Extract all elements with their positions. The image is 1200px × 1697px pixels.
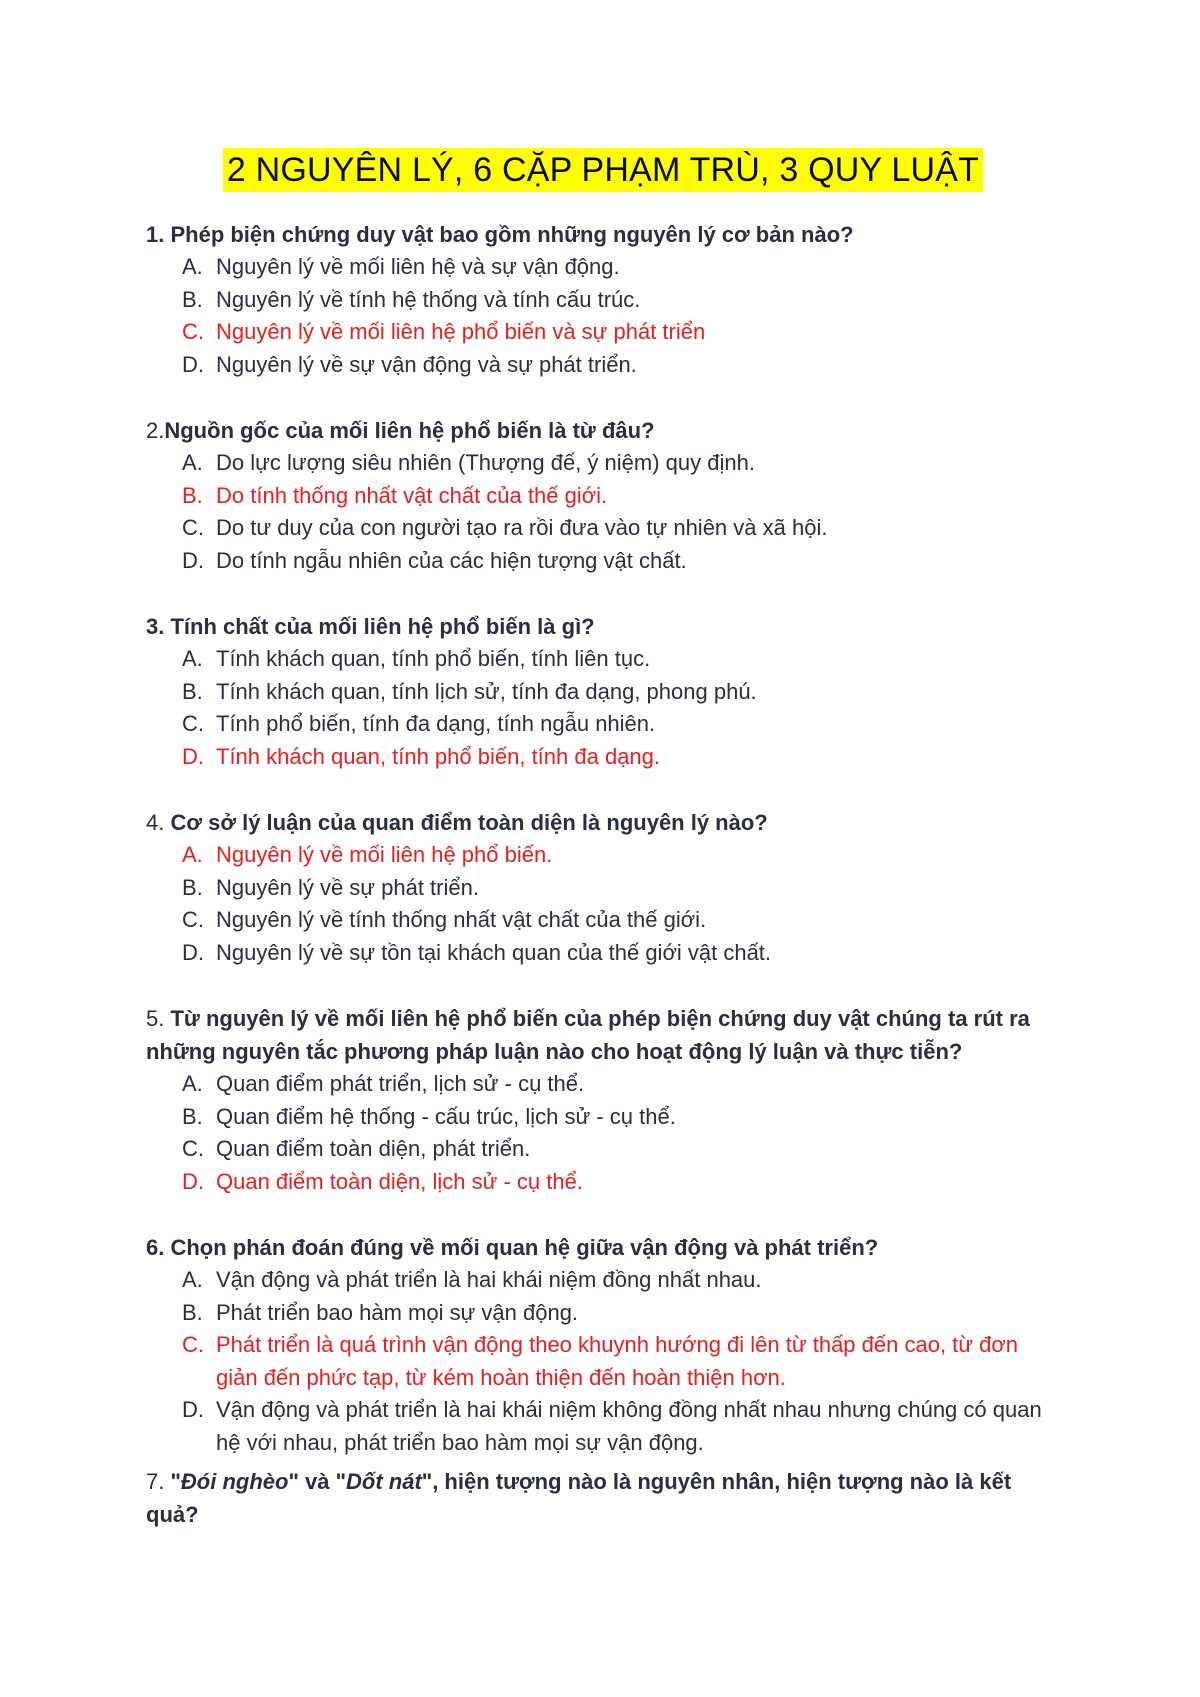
option-text: Tính phổ biến, tính đa dạng, tính ngẫu nhiên. (216, 711, 656, 736)
option-letter: D. (182, 743, 204, 769)
question-4 (146, 806, 1060, 969)
option-letter: C. (182, 1332, 204, 1357)
option-text: Nguyên lý về mối liên hệ phổ biến và sự phát triển (216, 319, 706, 344)
option-text: Nguyên lý về sự phát triển. (216, 874, 479, 900)
option-list (146, 447, 1060, 577)
option-letter: A. (182, 1267, 203, 1292)
option-c (182, 1133, 1060, 1166)
option-text: Vận động và phát triển là hai khái niệm đồng nhất nhau. (216, 1267, 762, 1292)
question-prompt: Phép biện chứng duy vật bao gồm những nguyên lý cơ bản nào? (164, 222, 854, 247)
option-letter: A. (182, 254, 203, 279)
option-d (182, 1394, 1060, 1459)
option-text: Quan điểm toàn diện, lịch sử - cụ thể. (216, 1168, 583, 1194)
question-1 (146, 218, 1060, 381)
option-c (182, 512, 1060, 545)
option-letter: A. (182, 1071, 203, 1096)
option-a (182, 251, 1060, 284)
question-text (146, 806, 1060, 839)
question-7 (146, 1465, 1060, 1531)
option-a (182, 1264, 1060, 1297)
option-text: Do tính ngẫu nhiên của các hiện tượng vật chất. (216, 547, 687, 573)
question-part: ", hiện tượng nào là nguyên nhân, hiện tượng nào là kết quả? (146, 1469, 1012, 1527)
question-italic-term: Dốt nát (346, 1469, 422, 1494)
option-letter: C. (182, 1136, 204, 1161)
option-letter: B. (182, 482, 203, 508)
option-letter: A. (182, 646, 203, 671)
option-b (182, 1297, 1060, 1330)
question-text (146, 610, 1060, 643)
question-number: 4. (146, 810, 165, 835)
option-letter: D. (182, 939, 204, 965)
question-prompt: Cơ sở lý luận của quan điểm toàn diện là nguyên lý nào? (164, 810, 768, 835)
question-number: 3. (146, 614, 165, 639)
option-text: Nguyên lý về mối liên hệ phổ biến. (216, 842, 553, 867)
question-prompt: Từ nguyên lý về mối liên hệ phổ biến của phép biện chứng duy vật chúng ta rút ra những nguyên tắc phương pháp luận nào cho hoạt động lý luận và thực tiễn? (146, 1006, 1030, 1064)
option-c (182, 904, 1060, 937)
question-3 (146, 610, 1060, 773)
option-list (146, 1264, 1060, 1459)
option-c-correct (182, 1329, 1060, 1394)
option-list (146, 251, 1060, 381)
option-text: Tính khách quan, tính phổ biến, tính liên tục. (216, 646, 651, 671)
option-letter: C. (182, 711, 204, 736)
option-b (182, 1101, 1060, 1134)
option-text: Phát triển bao hàm mọi sự vận động. (216, 1299, 579, 1325)
option-letter: D. (182, 1397, 204, 1422)
question-part: " (164, 1469, 181, 1494)
question-number: 7. (146, 1469, 165, 1494)
option-list (146, 1068, 1060, 1198)
question-prompt: Tính chất của mối liên hệ phổ biến là gì? (164, 614, 595, 639)
option-d-correct (182, 741, 1060, 774)
option-text: Do tính thống nhất vật chất của thế giới. (216, 482, 608, 508)
page-title: 2 NGUYÊN LÝ, 6 CẶP PHẠM TRÙ, 3 QUY LUẬT (223, 148, 983, 192)
option-text: Quan điểm hệ thống - cấu trúc, lịch sử - cụ thể. (216, 1103, 676, 1129)
option-letter: B. (182, 1299, 203, 1325)
option-text: Nguyên lý về tính hệ thống và tính cấu trúc. (216, 286, 641, 312)
question-number: 6. (146, 1235, 165, 1260)
option-text: Phát triển là quá trình vận động theo khuynh hướng đi lên từ thấp đến cao, từ đơn giản đến phức tạp, từ kém hoàn thiện đến hoàn thiện hơn. (216, 1332, 1019, 1390)
question-text (146, 1002, 1060, 1068)
option-letter: B. (182, 286, 203, 312)
option-letter: C. (182, 515, 204, 540)
question-number: 5. (146, 1006, 165, 1031)
option-d (182, 937, 1060, 970)
option-c-correct (182, 316, 1060, 349)
question-2 (146, 414, 1060, 577)
option-b (182, 676, 1060, 709)
option-text: Tính khách quan, tính lịch sử, tính đa dạng, phong phú. (216, 678, 757, 704)
option-d-correct (182, 1166, 1060, 1199)
option-letter: D. (182, 547, 204, 573)
option-list (146, 643, 1060, 773)
option-letter: A. (182, 842, 203, 867)
option-b-correct (182, 480, 1060, 513)
option-text: Quan điểm phát triển, lịch sử - cụ thể. (216, 1071, 585, 1096)
option-text: Do tư duy của con người tạo ra rồi đưa vào tự nhiên và xã hội. (216, 515, 828, 540)
question-5 (146, 1002, 1060, 1198)
question-prompt: Chọn phán đoán đúng về mối quan hệ giữa vận động và phát triển? (164, 1235, 879, 1260)
question-6 (146, 1231, 1060, 1459)
question-part: " và " (288, 1469, 347, 1494)
question-prompt: Nguồn gốc của mối liên hệ phổ biến là từ đâu? (164, 418, 655, 443)
option-text: Nguyên lý về tính thống nhất vật chất của thế giới. (216, 907, 707, 932)
option-letter: D. (182, 351, 204, 377)
title-wrap (146, 148, 1060, 192)
option-letter: C. (182, 319, 204, 344)
option-text: Tính khách quan, tính phổ biến, tính đa dạng. (216, 743, 661, 769)
option-letter: A. (182, 450, 203, 475)
question-text (146, 414, 1060, 447)
option-text: Quan điểm toàn diện, phát triển. (216, 1136, 531, 1161)
option-text: Nguyên lý về mối liên hệ và sự vận động. (216, 254, 620, 279)
question-number: 2. (146, 418, 165, 443)
question-text (146, 1465, 1060, 1531)
option-d (182, 545, 1060, 578)
option-letter: B. (182, 874, 203, 900)
option-a (182, 643, 1060, 676)
question-italic-term: Đói nghèo (180, 1469, 289, 1494)
option-letter: B. (182, 1103, 203, 1129)
option-a-correct (182, 839, 1060, 872)
option-d (182, 349, 1060, 382)
option-text: Vận động và phát triển là hai khái niệm không đồng nhất nhau nhưng chúng có quan hệ với nhau, phát triển bao hàm mọi sự vận động. (216, 1397, 1042, 1455)
option-b (182, 872, 1060, 905)
option-list (146, 839, 1060, 969)
option-letter: C. (182, 907, 204, 932)
option-a (182, 447, 1060, 480)
option-text: Nguyên lý về sự vận động và sự phát triển. (216, 351, 637, 377)
question-text (146, 1231, 1060, 1264)
question-text (146, 218, 1060, 251)
option-c (182, 708, 1060, 741)
option-a (182, 1068, 1060, 1101)
question-number: 1. (146, 222, 165, 247)
option-letter: B. (182, 678, 203, 704)
option-b (182, 284, 1060, 317)
option-letter: D. (182, 1168, 204, 1194)
option-text: Do lực lượng siêu nhiên (Thượng đế, ý niệm) quy định. (216, 450, 755, 475)
option-text: Nguyên lý về sự tồn tại khách quan của thế giới vật chất. (216, 939, 772, 965)
